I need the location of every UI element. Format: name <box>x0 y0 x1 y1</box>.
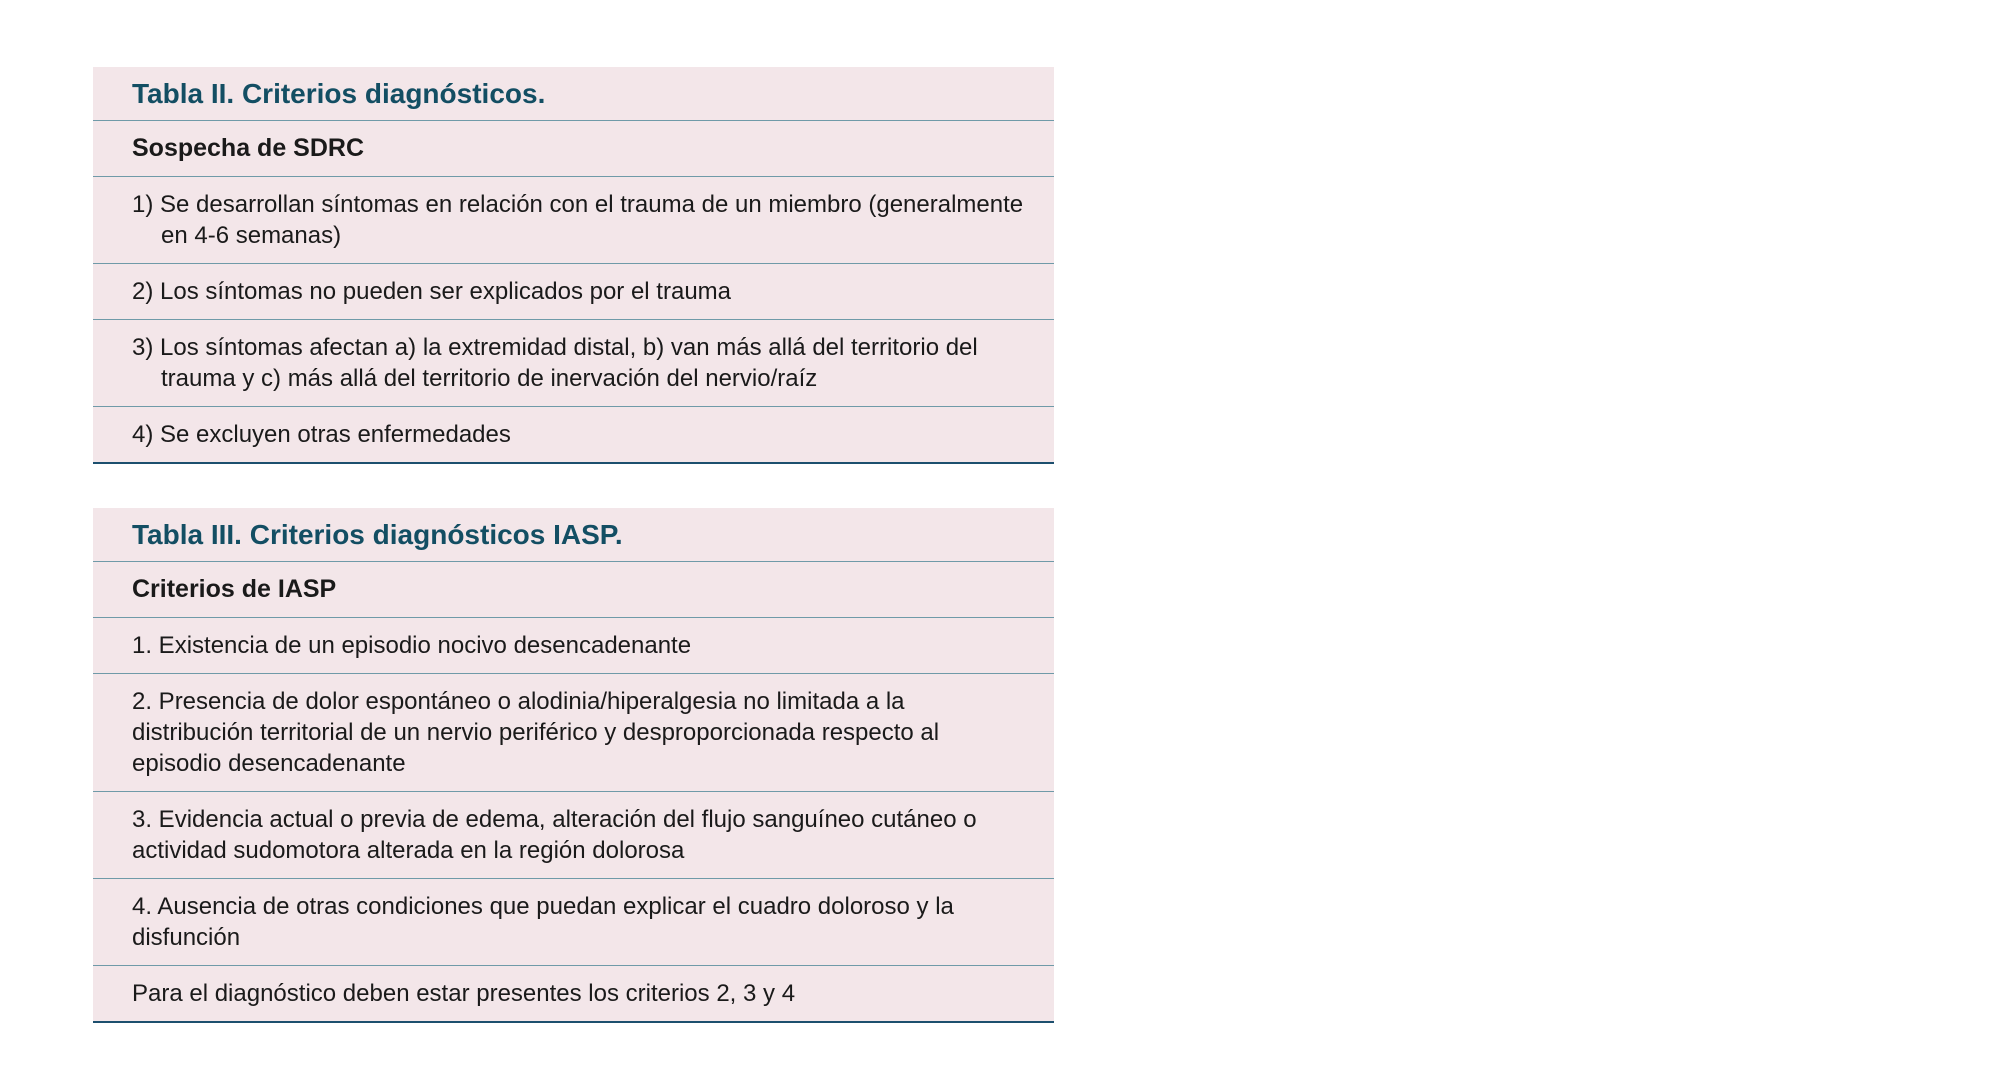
table-row <box>93 791 1054 878</box>
table-row <box>93 263 1054 319</box>
table-criterios-iasp <box>93 508 1054 1023</box>
table-subtitle-row <box>93 561 1054 617</box>
table-row <box>93 617 1054 673</box>
criterion-text: 4) Se excluyen otras enfermedades <box>132 421 511 448</box>
table-subtitle: Sospecha de SDRC <box>132 134 365 162</box>
table-subtitle-row <box>93 120 1054 176</box>
table-row <box>93 878 1054 965</box>
table-row <box>93 673 1054 791</box>
criterion-text: 1) Se desarrollan síntomas en relación con el trauma de un miembro (generalmente en 4-6 semanas) <box>132 191 1024 249</box>
criterion-text: 4. Ausencia de otras condiciones que puedan explicar el cuadro doloroso y la disfunción <box>132 893 954 951</box>
criterion-text: 1. Existencia de un episodio nocivo desencadenante <box>132 632 692 659</box>
table-title: Tabla II. Criterios diagnósticos. <box>132 78 546 109</box>
table-title-row <box>93 67 1054 120</box>
table-row <box>93 176 1054 263</box>
table-title-row <box>93 508 1054 561</box>
table-subtitle: Criterios de IASP <box>132 575 337 603</box>
table-title: Tabla III. Criterios diagnósticos IASP. <box>132 519 623 550</box>
table-row <box>93 965 1054 1021</box>
criterion-text: 2. Presencia de dolor espontáneo o alodinia/hiperalgesia no limitada a la distribución territorial de un nervio periférico y desproporcionada respecto al episodio desencadenante <box>132 688 940 777</box>
criterion-text: Para el diagnóstico deben estar presentes los criterios 2, 3 y 4 <box>132 980 796 1007</box>
table-row <box>93 406 1054 462</box>
table-row <box>93 319 1054 406</box>
criterion-text: 3) Los síntomas afectan a) la extremidad distal, b) van más allá del territorio del trauma y c) más allá del territorio de inervación del nervio/raíz <box>132 334 978 392</box>
table-criterios-diagnosticos <box>93 67 1054 464</box>
criterion-text: 2) Los síntomas no pueden ser explicados por el trauma <box>132 278 732 305</box>
criterion-text: 3. Evidencia actual o previa de edema, alteración del flujo sanguíneo cutáneo o actividad sudomotora alterada en la región dolorosa <box>132 806 977 864</box>
